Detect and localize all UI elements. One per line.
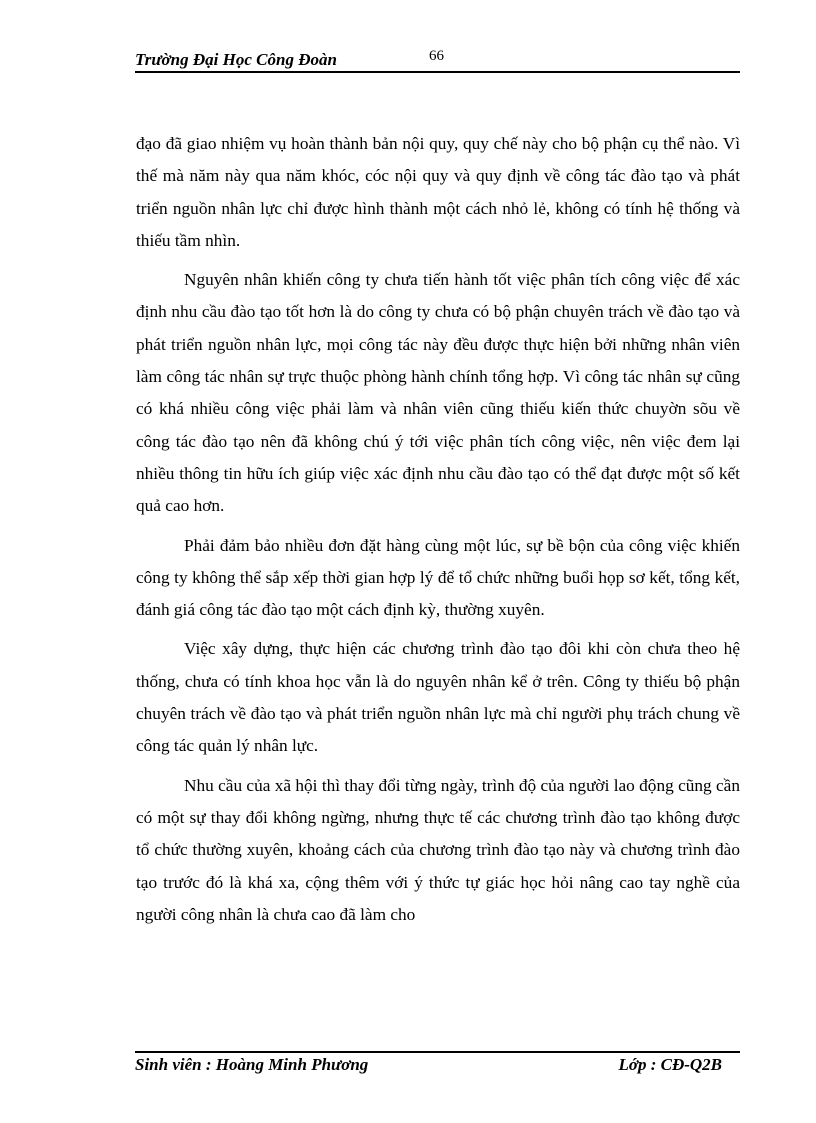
- page-footer: [135, 1055, 740, 1077]
- body-text: [136, 128, 740, 938]
- header-title: Trường Đại Học Công Đoàn: [135, 50, 337, 69]
- footer-divider: [135, 1051, 740, 1053]
- paragraph-1: đạo đã giao nhiệm vụ hoàn thành bản nội quy, quy chế này cho bộ phận cụ thể nào. Vì thế mà năm này qua năm khóc, cóc nội quy và quy định về công tác đào tạo và phát triển nguồn nhân lực chỉ được hình thành một cách nhỏ lẻ, không có tính hệ thống và thiếu tầm nhìn.: [136, 134, 740, 250]
- paragraph-5: Nhu cầu của xã hội thì thay đổi từng ngày, trình độ của người lao động cũng cần có một sự thay đổi không ngừng, nhưng thực tế các chương trình đào tạo không được tổ chức thường xuyên, khoảng cách của chương trình đào tạo này và chương trình đào tạo trước đó là khá xa, cộng thêm với ý thức tự giác học hỏi nâng cao tay nghề của người công nhân là chưa cao đã làm cho: [136, 775, 740, 924]
- paragraph-4: Việc xây dựng, thực hiện các chương trình đào tạo đôi khi còn chưa theo hệ thống, chưa có tính khoa học vẫn là do nguyên nhân kể ở trên. Công ty thiếu bộ phận chuyên trách về đào tạo và phát triển nguồn nhân lực mà chỉ người phụ trách chung về công tác quản lý nhân lực.: [136, 639, 740, 756]
- page-header: [135, 48, 740, 70]
- paragraph-2: Nguyên nhân khiến công ty chưa tiến hành tốt việc phân tích công việc để xác định nhu cầu đào tạo tốt hơn là do công ty chưa có bộ phận chuyên trách về đào tạo và phát triển nguồn nhân lực, mọi công tác này đều được thực hiện bởi những nhân viên làm công tác nhân sự trực thuộc phòng hành chính tổng hợp. Vì công tác nhân sự cũng có khá nhiều công việc phải làm và nhân viên cũng thiếu kiến thức chuyờn sõu về công tác đào tạo nên đã không chú ý tới việc phân tích công việc, nên việc đem lại nhiều thông tin hữu ích giúp việc xác định nhu cầu đào tạo có thể đạt được một số kết quả cao hơn.: [136, 270, 740, 516]
- header-divider: [135, 71, 740, 73]
- page-number: 66: [429, 48, 444, 64]
- footer-class: Lớp : CĐ-Q2B: [618, 1055, 722, 1074]
- footer-student: Sinh viên : Hoàng Minh Phương: [135, 1055, 369, 1074]
- paragraph-3: Phải đảm bảo nhiều đơn đặt hàng cùng một lúc, sự bề bộn của công việc khiến công ty không thể sắp xếp thời gian hợp lý để tổ chức những buổi họp sơ kết, tổng kết, đánh giá công tác đào tạo một cách định kỳ, thường xuyên.: [136, 535, 740, 620]
